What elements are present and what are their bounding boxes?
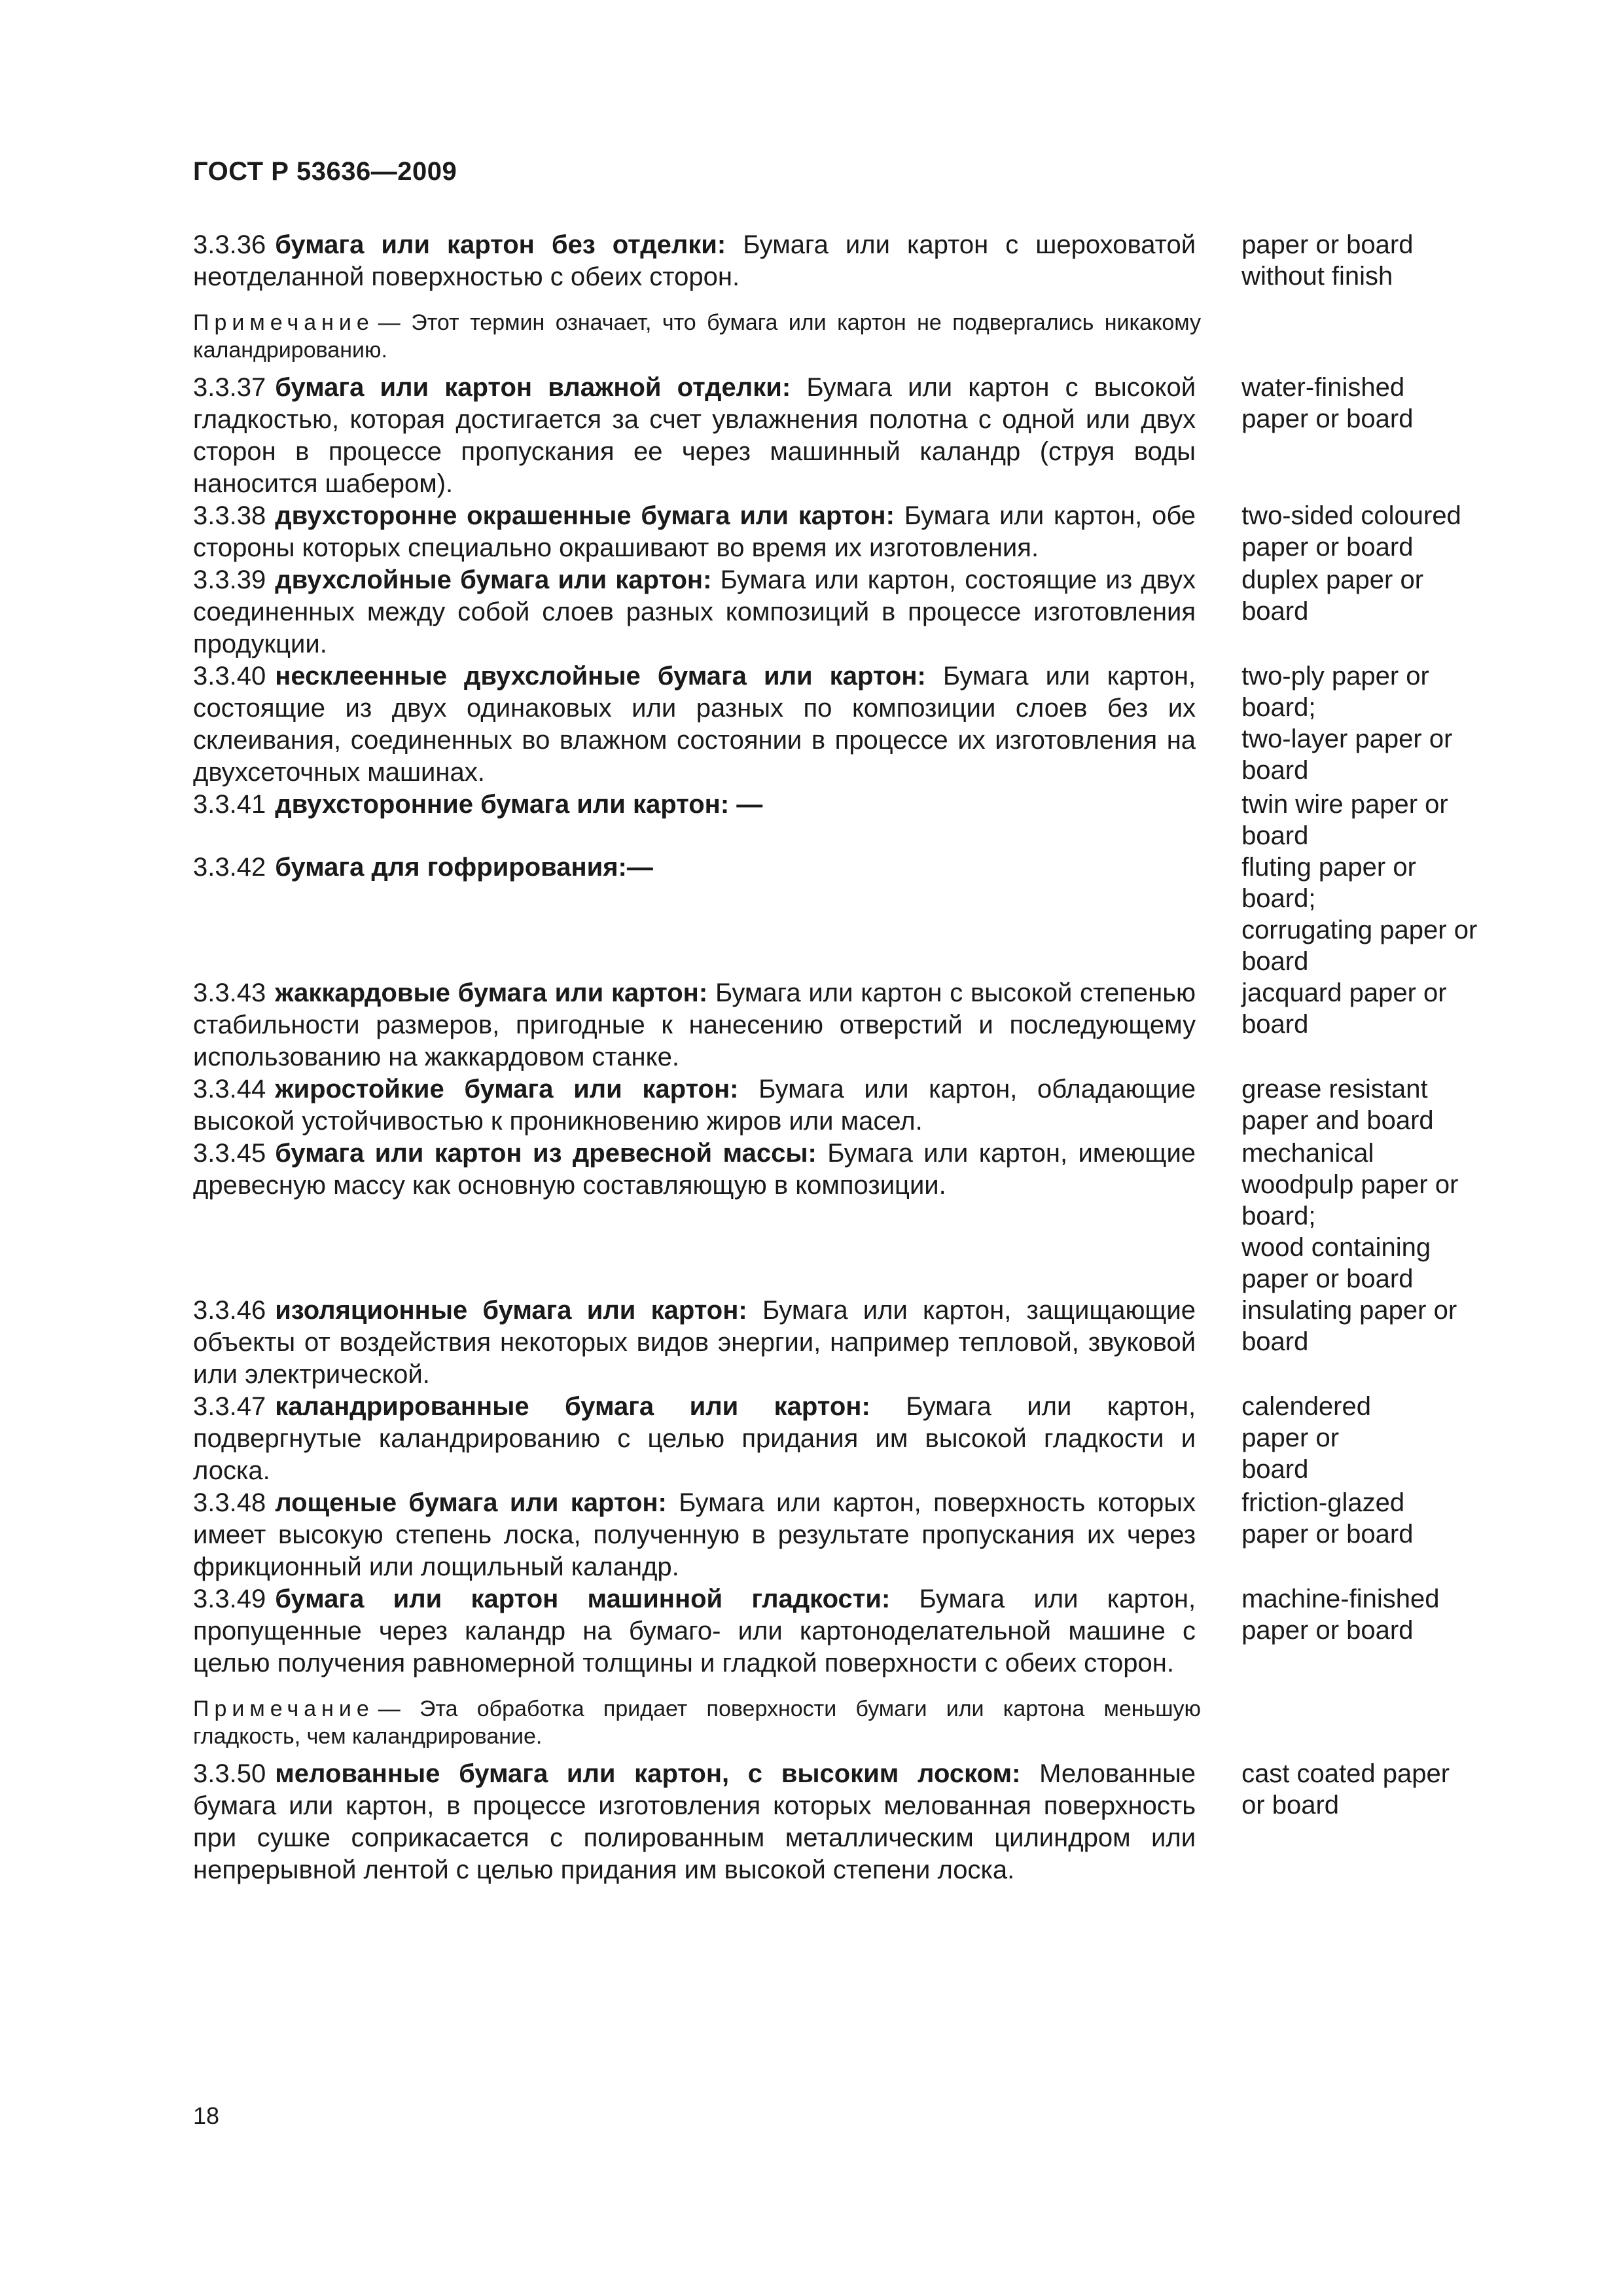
term-definition-text: Бумага или картон, защищающие объекты от воздействия некоторых видов энергии, например тепловой, звуковой или электрической. [193,1296,1196,1389]
english-line: two-ply paper or [1241,662,1429,691]
english-line: paper or board [1241,230,1414,259]
english-line: board; [1241,693,1316,722]
term-entry-3-3-46 [193,1295,1502,1391]
term-title: несклеенные двухслойные бумага или картон: [275,662,926,691]
term-definition [193,1073,1196,1138]
term-entry-3-3-44 [193,1073,1502,1138]
english-line: wood containing [1241,1233,1431,1262]
term-number: 3.3.44 [193,1075,266,1103]
term-definition [193,977,1196,1073]
english-equivalent [1241,852,1502,977]
english-equivalent [1241,1391,1502,1485]
english-line: board [1241,1455,1309,1484]
english-line: paper or board [1241,404,1414,433]
english-line: board [1241,947,1309,976]
english-line: grease resistant [1241,1075,1428,1103]
english-line: woodpulp paper or [1241,1170,1459,1199]
term-entry-3-3-43 [193,977,1502,1073]
term-definition-text: Бумага или картон с высокой гладкостью, которая достигается за счет увлажнения полотна с одной или двух сторон в процессе пропускания ее через машинный каландр (струя воды наносится шабером). [193,373,1196,498]
term-entry-3-3-40 [193,660,1502,789]
english-line: paper or board [1241,1616,1414,1645]
term-title: жиростойкие бумага или картон: [275,1075,739,1103]
english-line: water-finished [1241,373,1405,402]
english-line: duplex paper or [1241,565,1424,594]
english-equivalent [1241,500,1502,563]
term-definition-text: Бумага или картон, обладающие высокой устойчивостью к проникновению жиров или масел. [193,1075,1196,1136]
term-definition-text: Бумага или картон с высокой степенью стабильности размеров, пригодные к нанесению отверстий и последующему использованию на жаккардовом станке. [193,978,1196,1071]
term-definition [193,1758,1196,1886]
terms-list [193,229,1502,1886]
term-number: 3.3.37 [193,373,266,402]
term-title: каландрированные бумага или картон: [275,1392,870,1421]
term-definition [193,852,1196,884]
term-entry-3-3-42 [193,852,1502,977]
term-definition [193,1583,1196,1679]
english-equivalent [1241,1138,1502,1295]
term-title: мелованные бумага или картон, с высоким лоском: [275,1759,1021,1788]
english-line: paper or [1241,1424,1340,1452]
english-line: two-sided coloured [1241,501,1461,530]
english-line: mechanical [1241,1139,1374,1168]
term-number: 3.3.46 [193,1296,266,1325]
term-definition-text: Бумага или картон, состоящие из двух одинаковых или разных по композиции слоев без их склеивания, соединенных во влажном состоянии в процессе их изготовления на двухсеточных машинах. [193,662,1196,787]
english-equivalent [1241,1487,1502,1550]
english-line: machine-finished [1241,1585,1440,1613]
term-definition-text: Бумага или картон, подвергнутые каландрированию с целью придания им высокой гладкости и лоска. [193,1392,1196,1485]
english-equivalent [1241,977,1502,1040]
page-number: 18 [193,2102,220,2129]
english-line: jacquard paper or [1241,978,1447,1007]
english-line: cast coated paper [1241,1759,1450,1788]
term-number: 3.3.50 [193,1759,266,1788]
term-number: 3.3.49 [193,1585,266,1613]
term-definition [193,1487,1196,1583]
english-equivalent [1241,229,1502,292]
english-line: paper and board [1241,1106,1434,1135]
term-definition [193,500,1196,564]
english-line: friction-glazed [1241,1488,1405,1517]
english-equivalent [1241,1583,1502,1646]
english-line: paper or board [1241,533,1414,562]
term-note [193,1695,1201,1750]
term-definition-text: Бумага или картон, обе стороны которых специально окрашивают во время их изготовления. [193,501,1196,562]
term-entry-3-3-50 [193,1758,1502,1886]
english-line: board [1241,597,1309,626]
term-title: бумага или картон из древесной массы: [275,1139,817,1168]
term-entry-3-3-37 [193,372,1502,500]
english-line: twin wire paper or [1241,790,1448,819]
english-equivalent [1241,1758,1502,1821]
term-title: лощеные бумага или картон: [275,1488,667,1517]
term-note [193,309,1201,364]
term-entry-3-3-38 [193,500,1502,564]
english-line: board [1241,1327,1309,1356]
standard-header: ГОСТ Р 53636—2009 [193,157,457,186]
english-line: paper or board [1241,1520,1414,1549]
term-number: 3.3.41 [193,790,266,819]
term-number: 3.3.40 [193,662,266,691]
english-line: board [1241,821,1309,850]
term-entry-3-3-36 [193,229,1502,293]
english-equivalent [1241,660,1502,786]
english-line: insulating paper or [1241,1296,1457,1325]
term-definition [193,564,1196,660]
term-title: бумага или картон машинной гладкости: [275,1585,891,1613]
note-label: Примечание [193,1696,374,1721]
term-definition [193,372,1196,500]
english-line: board; [1241,1202,1316,1230]
term-title: бумага для гофрирования: [275,853,627,882]
term-definition [193,660,1196,789]
term-definition-text: Мелованные бумага или картон, в процессе изготовления которых мелованная поверхность при сушке соприкасается с полированным металлическим цилиндром или непрерывной лентой с целью придания им высокой степени лоска. [193,1759,1196,1884]
english-line: paper or board [1241,1265,1414,1293]
term-number: 3.3.48 [193,1488,266,1517]
term-title: двухслойные бумага или картон: [275,565,712,594]
english-equivalent [1241,1295,1502,1357]
note-text: — Эта обработка придает поверхности бумаги или картона меньшую гладкость, чем каландрирование. [193,1696,1201,1749]
term-definition-text: Бумага или картон, пропущенные через каландр на бумаго- или картоноделательной машине с целью получения равномерной толщины и гладкой поверхности с обеих сторон. [193,1585,1196,1677]
term-definition-text: Бумага или картон, имеющие древесную массу как основную составляющую в композиции. [193,1139,1196,1200]
term-number: 3.3.38 [193,501,266,530]
term-title: изоляционные бумага или картон: [275,1296,747,1325]
term-entry-3-3-49 [193,1583,1502,1679]
english-line: two-layer paper or [1241,725,1453,753]
term-entry-3-3-48 [193,1487,1502,1583]
term-entry-3-3-41 [193,789,1502,852]
english-equivalent [1241,1073,1502,1136]
english-line: fluting paper or [1241,853,1416,882]
term-entry-3-3-39 [193,564,1502,660]
term-number: 3.3.47 [193,1392,266,1421]
term-definition [193,229,1196,293]
english-line: corrugating paper or [1241,916,1478,944]
english-line: without finish [1241,262,1393,291]
english-equivalent [1241,789,1502,852]
term-definition-text: Бумага или картон, состоящие из двух соединенных между собой слоев разных композиций в процессе изготовления продукции. [193,565,1196,658]
term-definition [193,1295,1196,1391]
term-definition [193,1391,1196,1487]
term-title: двухсторонние бумага или картон: [275,790,730,819]
term-number: 3.3.36 [193,230,266,259]
term-title: двухсторонне окрашенные бумага или картон: [275,501,895,530]
term-dash: — [736,790,763,819]
english-line: board [1241,756,1309,785]
note-text: — Этот термин означает, что бумага или картон не подвергались никакому каландрированию. [193,310,1201,363]
term-number: 3.3.39 [193,565,266,594]
term-definition-text: Бумага или картон с шероховатой неотделанной поверхностью с обеих сторон. [193,230,1196,291]
note-label: Примечание [193,310,374,335]
english-equivalent [1241,372,1502,435]
english-line: calendered [1241,1392,1371,1421]
term-number: 3.3.45 [193,1139,266,1168]
term-entry-3-3-47 [193,1391,1502,1487]
term-number: 3.3.42 [193,853,266,882]
term-entry-3-3-45 [193,1138,1502,1295]
english-equivalent [1241,564,1502,627]
term-title: бумага или картон без отделки: [275,230,726,259]
term-definition-text: Бумага или картон, поверхность которых имеет высокую степень лоска, полученную в результате пропускания их через фрикционный или лощильный каландр. [193,1488,1196,1581]
english-line: or board [1241,1791,1340,1820]
term-number: 3.3.43 [193,978,266,1007]
english-line: board [1241,1010,1309,1039]
term-definition [193,789,1196,821]
term-dash: — [626,853,653,882]
term-title: бумага или картон влажной отделки: [275,373,791,402]
term-definition [193,1138,1196,1202]
english-line: board; [1241,884,1316,913]
term-title: жаккардовые бумага или картон: [275,978,708,1007]
